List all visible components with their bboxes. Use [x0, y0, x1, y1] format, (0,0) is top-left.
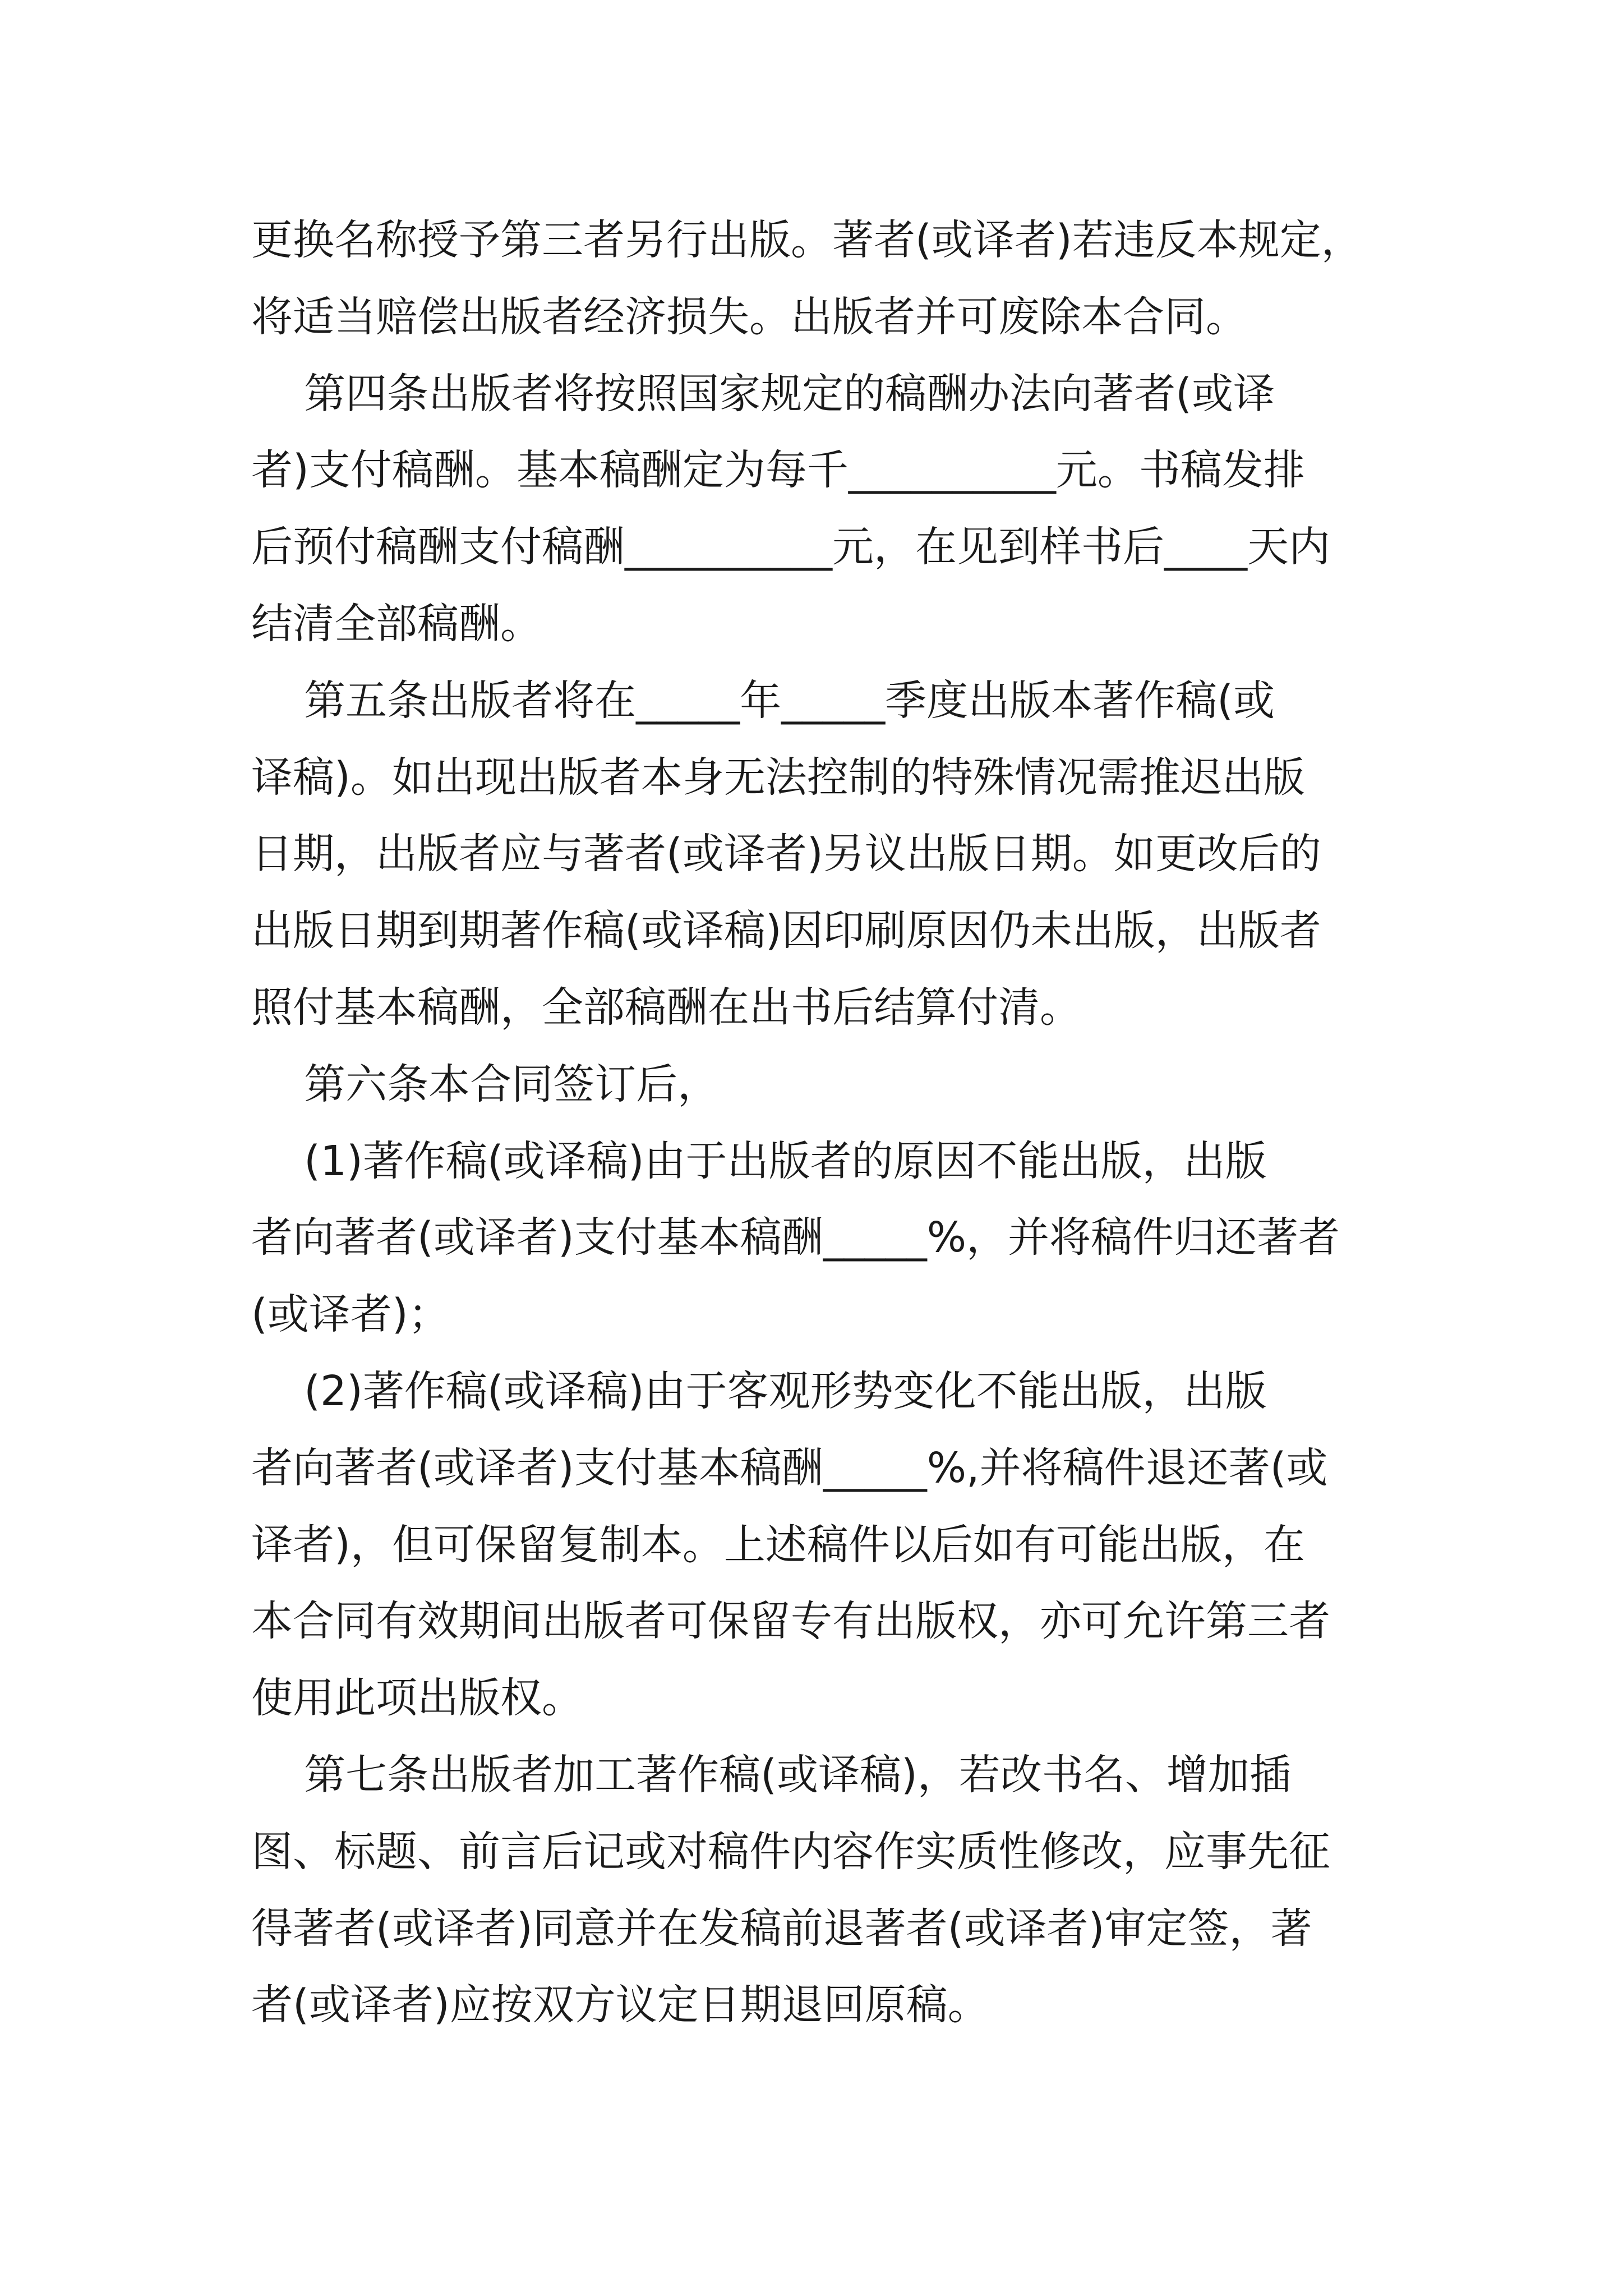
contract-body	[251, 202, 1384, 2044]
text-line: 出版日期到期著作稿(或译稿)因印刷原因仍未出版，出版者	[251, 907, 1321, 955]
text-line: 后预付稿酬支付稿酬__________元，在见到样书后____天内	[251, 523, 1330, 572]
text-line: 者向著者(或译者)支付基本稿酬_____%，并将稿件归还著者	[251, 1213, 1340, 1262]
text-line: 图、标题、前言后记或对稿件内容作实质性修改，应事先征	[251, 1827, 1330, 1876]
text-line: 将适当赔偿出版者经济损失。出版者并可废除本合同。	[251, 292, 1247, 341]
text-line: 译者)，但可保留复制本。上述稿件以后如有可能出版，在	[251, 1520, 1305, 1569]
text-line: 第六条本合同签订后，	[251, 1060, 720, 1108]
text-line: 得著者(或译者)同意并在发稿前退著者(或译者)审定签，著	[251, 1904, 1312, 1953]
text-line: 第五条出版者将在_____年_____季度出版本著作稿(或	[251, 676, 1275, 725]
text-line: 照付基本稿酬，全部稿酬在出书后结算付清。	[251, 983, 1081, 1032]
text-line: 者)支付稿酬。基本稿酬定为每千__________元。书稿发排	[251, 446, 1305, 495]
text-line: (1)著作稿(或译稿)由于出版者的原因不能出版，出版	[251, 1137, 1267, 1185]
text-line: (2)著作稿(或译稿)由于客观形势变化不能出版，出版	[251, 1366, 1267, 1415]
text-line: 者(或译者)应按双方议定日期退回原稿。	[251, 1981, 989, 2030]
text-line: 更换名称授予第三者另行出版。著者(或译者)若违反本规定，	[251, 216, 1363, 264]
text-line: 本合同有效期间出版者可保留专有出版权，亦可允许第三者	[251, 1597, 1330, 1646]
text-line: (或译者)；	[251, 1290, 450, 1339]
text-line: 译稿)。如出现出版者本身无法控制的特殊情况需推迟出版	[251, 753, 1305, 802]
text-line: 日期，出版者应与著者(或译者)另议出版日期。如更改后的	[251, 830, 1321, 878]
text-line: 结清全部稿酬。	[251, 599, 542, 648]
text-line: 者向著者(或译者)支付基本稿酬_____%,并将稿件退还著(或	[251, 1443, 1328, 1492]
text-line: 第四条出版者将按照国家规定的稿酬办法向著者(或译	[251, 369, 1275, 418]
text-line: 使用此项出版权。	[251, 1674, 583, 1723]
text-line: 第七条出版者加工著作稿(或译稿)，若改书名、增加插	[251, 1750, 1291, 1799]
